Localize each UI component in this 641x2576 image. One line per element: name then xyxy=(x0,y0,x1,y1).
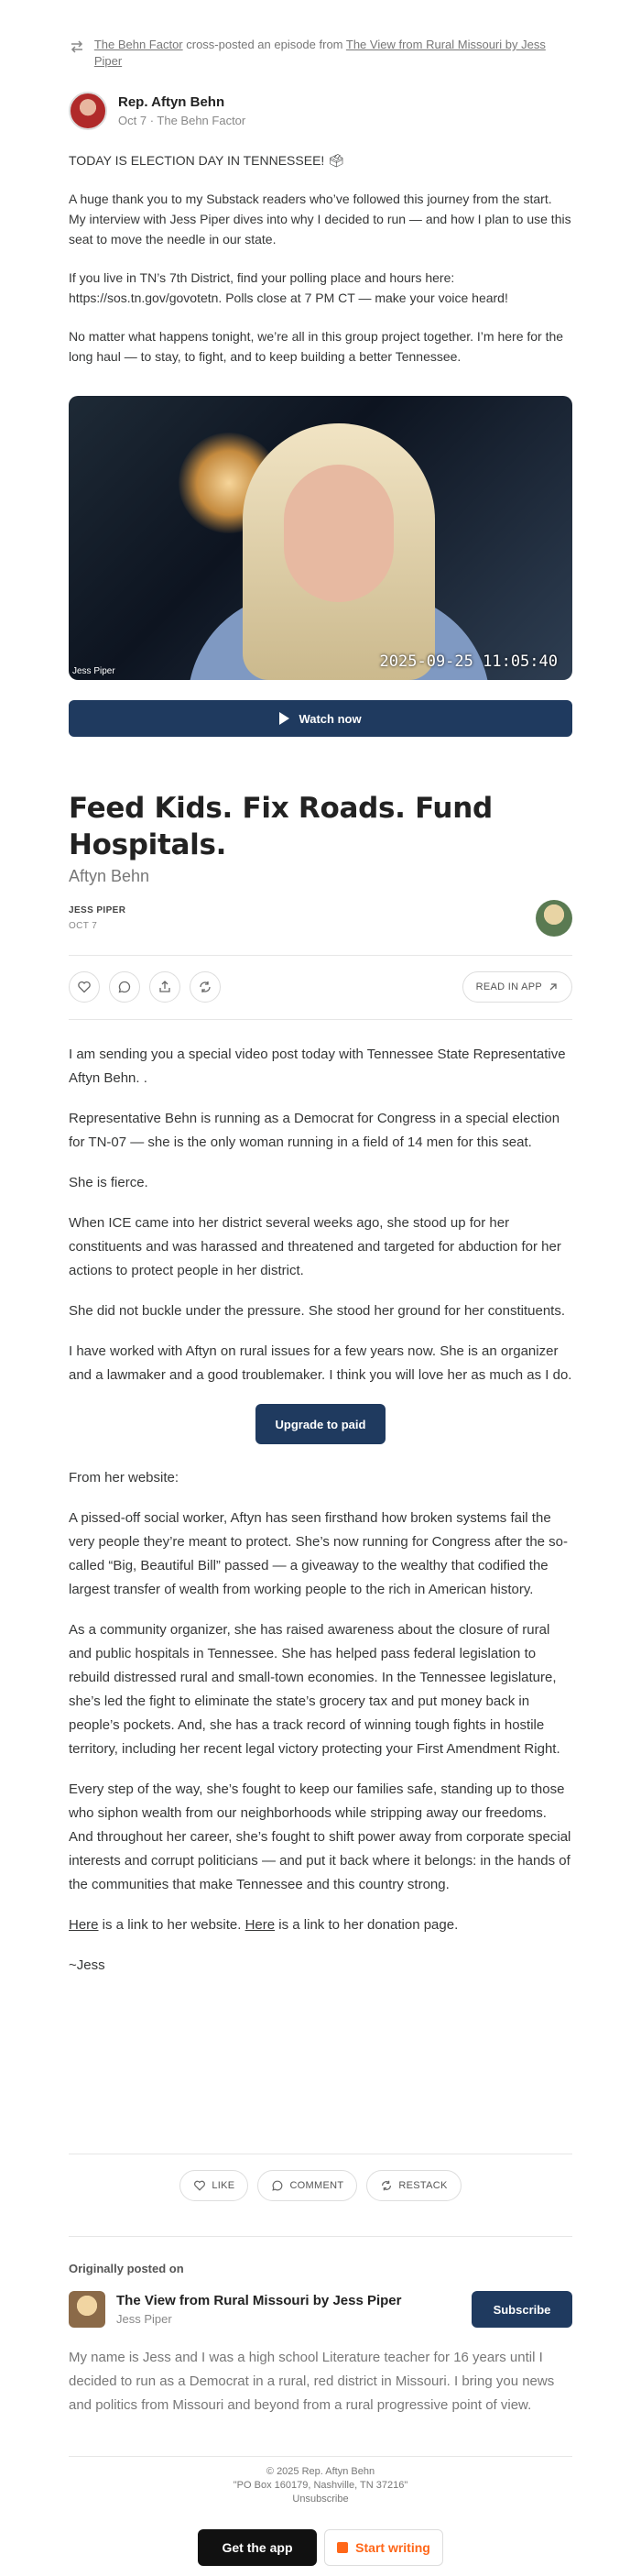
watch-now-button[interactable] xyxy=(69,700,572,737)
note-paragraph: If you live in TN’s 7th District, find your polling place and hours here: https://sos.tn.gov/govotetn. Polls close at 7 PM CT — make your voice heard! xyxy=(69,270,508,305)
body-paragraph: I am sending you a special video post today with Tennessee State Representative Aftyn Behn. . xyxy=(69,1047,566,1086)
crosspost-to-link[interactable]: The View from Rural Missouri by Jess Piper xyxy=(93,38,546,68)
note-paragraph: No matter what happens tonight, we’re all in this group project together. I’m here for the long haul — to stay, to fight, and to keep building a better Tennessee. xyxy=(69,329,564,364)
read-in-app-button[interactable] xyxy=(462,971,572,1003)
note-paragraph: A huge thank you to my Substack readers who’ve followed this journey from the start. My interview with Jess Piper dives into why I decided to run — and how I plan to use this seat to move the needle in our state. xyxy=(69,192,571,247)
footer-copyright: © 2025 Rep. Aftyn Behn xyxy=(266,2466,375,2477)
divider xyxy=(69,2456,572,2457)
upgrade-to-paid-button[interactable]: Upgrade to paid xyxy=(255,1404,386,1444)
note-paragraph: TODAY IS ELECTION DAY IN TENNESSEE! 🗳 xyxy=(69,153,344,168)
restack-pill[interactable]: RESTACK xyxy=(366,2170,461,2201)
body-paragraph: As a community organizer, she has raised awareness about the closure of rural and public hospitals in Tennessee. She has helped pass federal legislation to rebuild distressed rural and small-town economies. In the Tennessee legislature, she’s led the fight to eliminate the state’s grocery tax and put money back in people’s pockets. And, she has a track record of winning tough fights in hostile territory, including her recent legal victory protecting your First Amendment Right. xyxy=(69,1622,560,1757)
restack-icon xyxy=(380,2179,393,2192)
read-in-app-label: READ IN APP xyxy=(475,981,542,992)
author-row xyxy=(69,92,572,130)
donation-link[interactable]: Here xyxy=(244,1917,276,1933)
website-link[interactable]: Here xyxy=(69,1917,99,1933)
heart-icon xyxy=(77,980,92,994)
comment-icon xyxy=(117,980,132,994)
upgrade-wrap xyxy=(69,1404,572,1444)
watch-now-label: Watch now xyxy=(299,711,362,726)
restack-icon xyxy=(198,980,212,994)
article-title[interactable]: Feed Kids. Fix Roads. Fund Hospitals. xyxy=(69,792,493,861)
substack-logo-icon xyxy=(337,2542,348,2553)
crosspost-header xyxy=(69,37,572,70)
video-timestamp: 2025-09-25 11:05:40 xyxy=(379,652,558,671)
publication-card xyxy=(69,2291,572,2328)
like-pill[interactable]: LIKE xyxy=(179,2170,248,2201)
signoff: ~Jess xyxy=(69,1957,105,1973)
restack-button[interactable] xyxy=(190,971,221,1003)
byline-author[interactable]: JESS PIPER xyxy=(69,905,126,915)
crosspost-from-link[interactable]: The Behn Factor xyxy=(93,38,183,51)
get-the-app-button[interactable]: Get the app xyxy=(198,2529,317,2566)
publication-name[interactable]: The View from Rural Missouri by Jess Piper xyxy=(116,2293,402,2308)
unsubscribe-link[interactable]: Unsubscribe xyxy=(292,2494,349,2505)
divider xyxy=(69,2236,572,2237)
publication-description: My name is Jess and I was a high school Literature teacher for 16 years until I decided to run as a Democrat in a rural, red district in Missouri. I bring you news and politics from Missouri and beyond from a rural progressive point of view. xyxy=(69,2350,555,2413)
share-icon xyxy=(158,980,172,994)
byline-avatar[interactable] xyxy=(536,900,572,937)
arrow-up-right-icon xyxy=(548,981,559,992)
publication-logo[interactable] xyxy=(69,2291,105,2328)
share-button[interactable] xyxy=(149,971,180,1003)
comment-icon xyxy=(271,2179,284,2192)
publication-author: Jess Piper xyxy=(116,2312,172,2326)
author-name[interactable]: Rep. Aftyn Behn xyxy=(118,94,225,110)
divider xyxy=(69,1019,572,1020)
heart-icon xyxy=(193,2179,206,2192)
comment-pill[interactable]: COMMENT xyxy=(257,2170,357,2201)
body-paragraph: She did not buckle under the pressure. She stood her ground for her constituents. xyxy=(69,1303,566,1319)
footer-address: "PO Box 160179, Nashville, TN 37216" xyxy=(233,2480,408,2491)
like-button[interactable] xyxy=(69,971,100,1003)
article-body xyxy=(69,1043,572,1994)
author-meta: Oct 7 · The Behn Factor xyxy=(118,114,246,127)
body-paragraph: From her website: xyxy=(69,1470,179,1485)
crosspost-text: cross-posted an episode from xyxy=(182,38,346,51)
body-paragraph: She is fierce. xyxy=(69,1175,148,1190)
divider xyxy=(69,955,572,956)
action-bar xyxy=(69,971,572,1003)
crosspost-icon xyxy=(69,38,87,60)
start-writing-button[interactable]: Start writing xyxy=(324,2529,443,2566)
video-caption: Jess Piper xyxy=(72,666,115,676)
originally-posted-heading: Originally posted on xyxy=(69,2262,184,2275)
body-paragraph: Representative Behn is running as a Democrat for Congress in a special election for TN-07 — she is the only woman running in a field of 14 men for this seat. xyxy=(69,1111,560,1150)
article-subtitle: Aftyn Behn xyxy=(69,867,150,885)
play-icon xyxy=(279,712,289,725)
body-paragraph: Every step of the way, she’s fought to keep our families safe, standing up to those who siphon wealth from our neighborhoods while stripping away our freedoms. And throughout her career, she’s fought to shift power away from corporate special interests and corrupt politicians — and put it back where it belongs: in the hands of the communities that make Tennessee and this country strong. xyxy=(69,1781,571,1892)
body-paragraph: A pissed-off social worker, Aftyn has seen firsthand how broken systems fail the very people they’re meant to protect. She’s now running for Congress after the so-called “Big, Beautiful Bill” passed — a giveaway to the wealthy that codified the largest transfer of wealth from working people to the rich in American history. xyxy=(69,1510,569,1597)
person-face xyxy=(284,465,394,602)
app-buttons xyxy=(69,2529,572,2566)
video-thumbnail[interactable] xyxy=(69,396,572,680)
body-paragraph: When ICE came into her district several weeks ago, she stood up for her constituents and was harassed and threatened and targeted for abduction for her actions to protect people in her district. xyxy=(69,1215,561,1278)
engagement-bar xyxy=(69,2170,572,2201)
body-paragraph: I have worked with Aftyn on rural issues for a few years now. She is an organizer and a lawmaker and a good troublemaker. I think you will love her as much as I do. xyxy=(69,1343,572,1383)
footer xyxy=(69,2465,572,2506)
byline-date: OCT 7 xyxy=(69,921,98,931)
byline xyxy=(69,900,572,937)
comment-button[interactable] xyxy=(109,971,140,1003)
author-avatar[interactable] xyxy=(69,92,107,130)
note-text xyxy=(69,150,572,385)
links-paragraph: Here is a link to her website. Here is a link to her donation page. xyxy=(69,1917,459,1933)
subscribe-button[interactable]: Subscribe xyxy=(472,2291,572,2328)
